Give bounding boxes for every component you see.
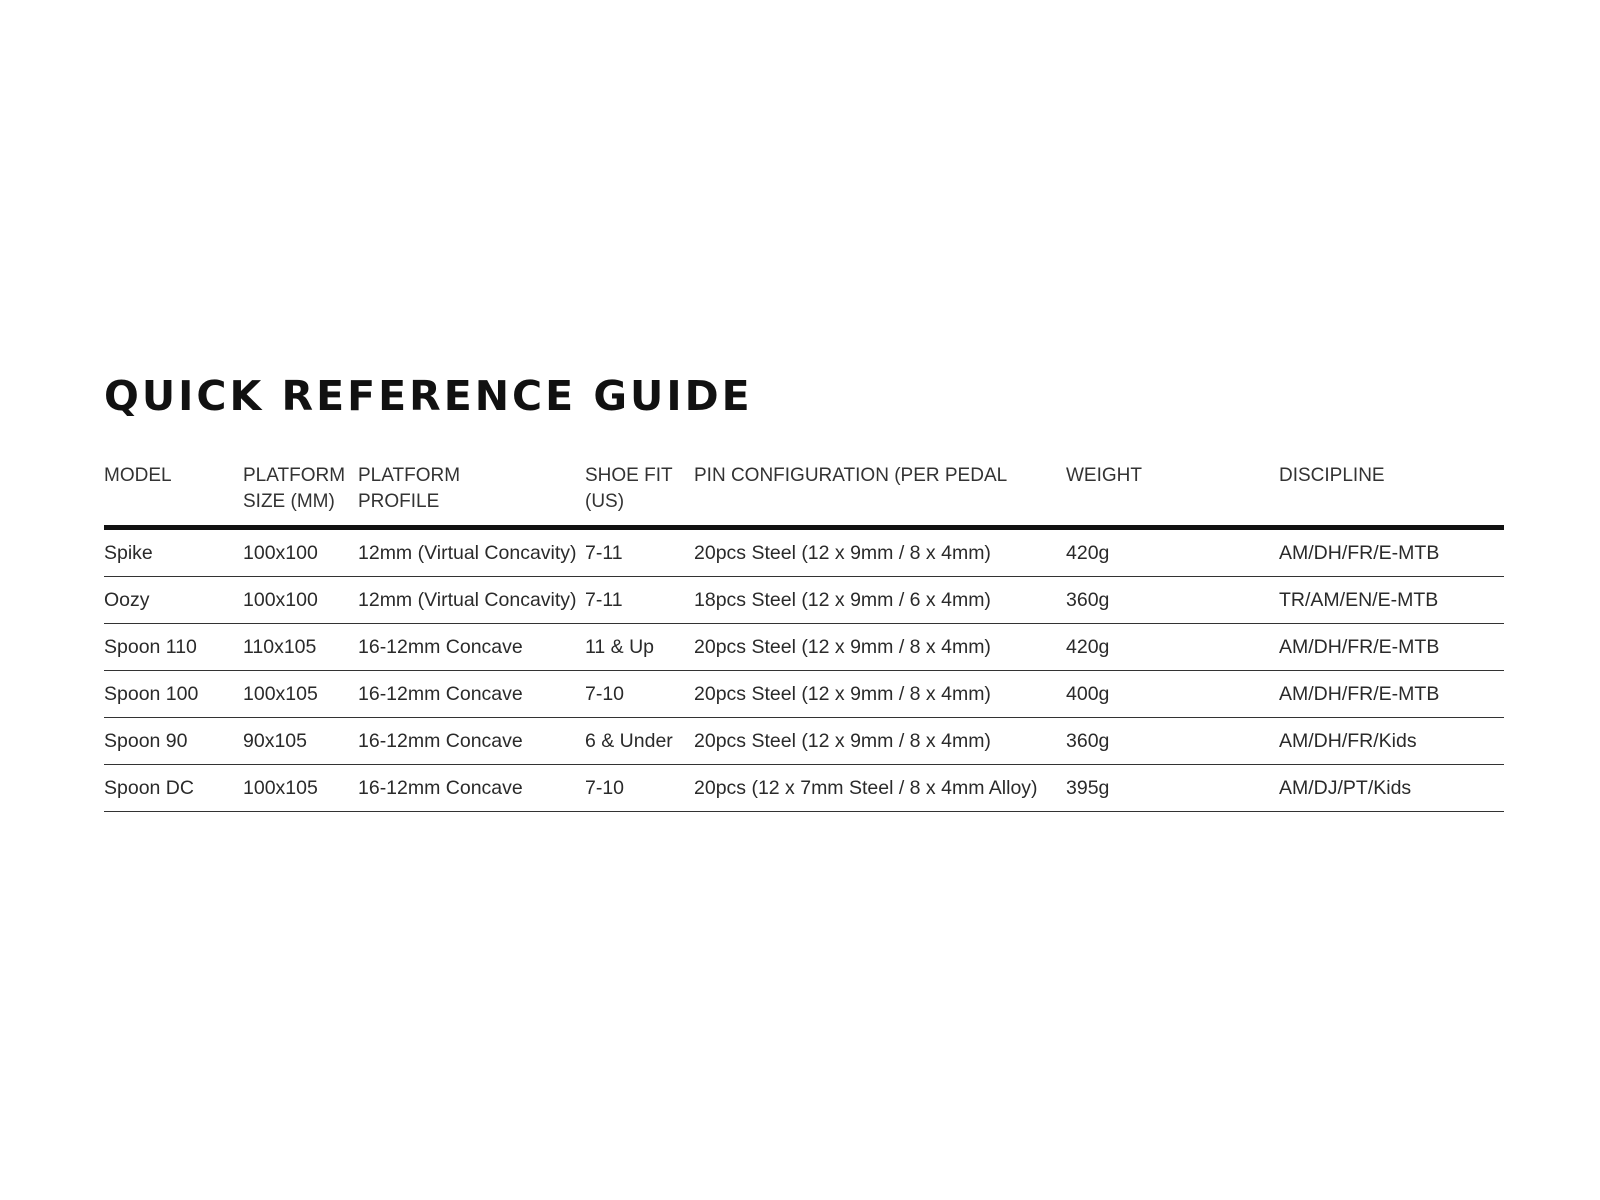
cell-platform-size: 90x105 bbox=[243, 718, 358, 765]
header-pin-configuration: PIN CONFIGURATION (PER PEDAL bbox=[694, 463, 1066, 528]
cell-weight: 420g bbox=[1066, 528, 1279, 577]
cell-platform-profile: 16-12mm Concave bbox=[358, 718, 585, 765]
cell-shoe-fit: 6 & Under bbox=[585, 718, 694, 765]
table-row bbox=[104, 765, 1504, 812]
cell-shoe-fit: 7-10 bbox=[585, 765, 694, 812]
cell-pin-configuration: 20pcs Steel (12 x 9mm / 8 x 4mm) bbox=[694, 528, 1066, 577]
cell-pin-configuration: 20pcs (12 x 7mm Steel / 8 x 4mm Alloy) bbox=[694, 765, 1066, 812]
cell-discipline: AM/DH/FR/E-MTB bbox=[1279, 624, 1504, 671]
cell-pin-configuration: 18pcs Steel (12 x 9mm / 6 x 4mm) bbox=[694, 577, 1066, 624]
header-model: MODEL bbox=[104, 463, 243, 528]
cell-model: Spoon DC bbox=[104, 765, 243, 812]
cell-platform-size: 100x100 bbox=[243, 577, 358, 624]
cell-platform-size: 100x105 bbox=[243, 671, 358, 718]
cell-discipline: AM/DJ/PT/Kids bbox=[1279, 765, 1504, 812]
quick-reference-guide bbox=[104, 372, 1504, 812]
cell-model: Spike bbox=[104, 528, 243, 577]
cell-discipline: AM/DH/FR/E-MTB bbox=[1279, 528, 1504, 577]
table-row bbox=[104, 528, 1504, 577]
page-title: QUICK REFERENCE GUIDE bbox=[104, 372, 753, 420]
cell-weight: 395g bbox=[1066, 765, 1279, 812]
cell-weight: 360g bbox=[1066, 718, 1279, 765]
cell-model: Spoon 100 bbox=[104, 671, 243, 718]
cell-platform-size: 100x100 bbox=[243, 528, 358, 577]
header-discipline: DISCIPLINE bbox=[1279, 463, 1504, 528]
header-weight: WEIGHT bbox=[1066, 463, 1279, 528]
header-shoe-fit: SHOE FIT (US) bbox=[585, 463, 694, 528]
table-row bbox=[104, 624, 1504, 671]
table-row bbox=[104, 671, 1504, 718]
cell-shoe-fit: 7-10 bbox=[585, 671, 694, 718]
reference-table bbox=[104, 463, 1504, 812]
cell-pin-configuration: 20pcs Steel (12 x 9mm / 8 x 4mm) bbox=[694, 671, 1066, 718]
table-row bbox=[104, 718, 1504, 765]
cell-shoe-fit: 11 & Up bbox=[585, 624, 694, 671]
cell-discipline: AM/DH/FR/Kids bbox=[1279, 718, 1504, 765]
cell-model: Oozy bbox=[104, 577, 243, 624]
cell-weight: 400g bbox=[1066, 671, 1279, 718]
table-row bbox=[104, 577, 1504, 624]
cell-platform-profile: 16-12mm Concave bbox=[358, 671, 585, 718]
cell-weight: 360g bbox=[1066, 577, 1279, 624]
header-platform-size: PLATFORM SIZE (MM) bbox=[243, 463, 358, 528]
header-platform-profile: PLATFORM PROFILE bbox=[358, 463, 585, 528]
cell-platform-profile: 12mm (Virtual Concavity) bbox=[358, 577, 585, 624]
cell-platform-profile: 16-12mm Concave bbox=[358, 624, 585, 671]
table-header-row bbox=[104, 463, 1504, 528]
cell-shoe-fit: 7-11 bbox=[585, 528, 694, 577]
cell-model: Spoon 110 bbox=[104, 624, 243, 671]
cell-shoe-fit: 7-11 bbox=[585, 577, 694, 624]
cell-platform-profile: 12mm (Virtual Concavity) bbox=[358, 528, 585, 577]
cell-model: Spoon 90 bbox=[104, 718, 243, 765]
cell-pin-configuration: 20pcs Steel (12 x 9mm / 8 x 4mm) bbox=[694, 718, 1066, 765]
cell-pin-configuration: 20pcs Steel (12 x 9mm / 8 x 4mm) bbox=[694, 624, 1066, 671]
cell-weight: 420g bbox=[1066, 624, 1279, 671]
cell-platform-profile: 16-12mm Concave bbox=[358, 765, 585, 812]
cell-platform-size: 110x105 bbox=[243, 624, 358, 671]
cell-discipline: TR/AM/EN/E-MTB bbox=[1279, 577, 1504, 624]
cell-discipline: AM/DH/FR/E-MTB bbox=[1279, 671, 1504, 718]
cell-platform-size: 100x105 bbox=[243, 765, 358, 812]
